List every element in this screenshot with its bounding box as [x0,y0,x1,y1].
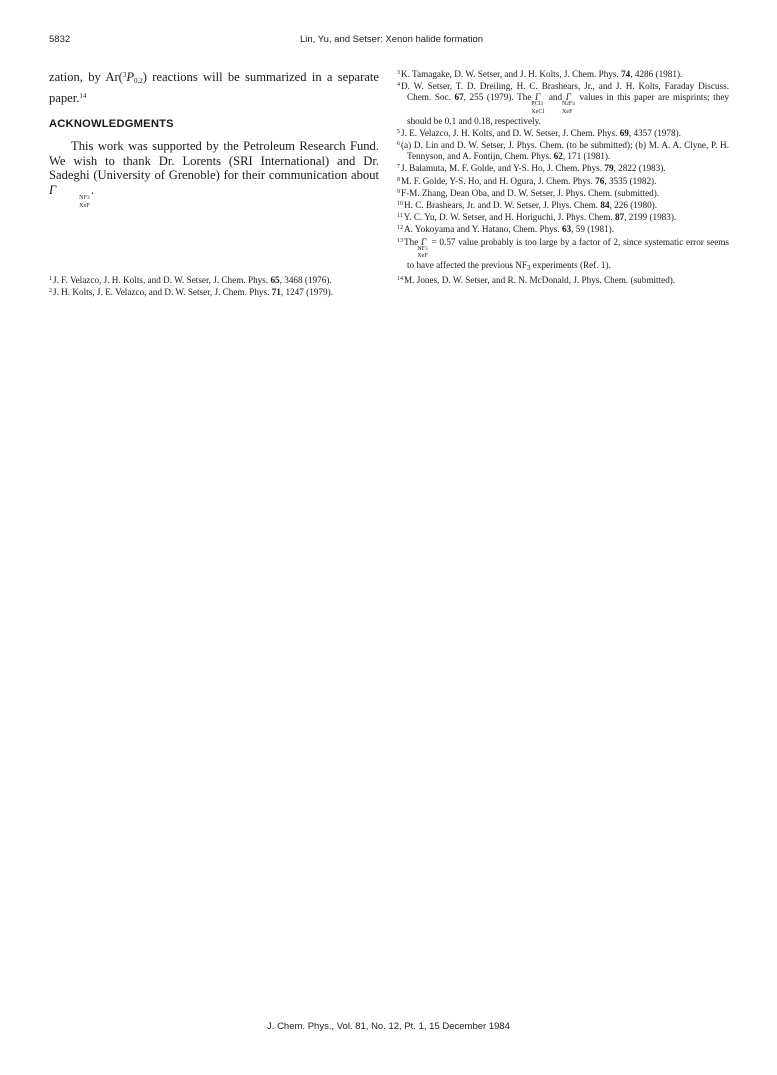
acknowledgments-heading: ACKNOWLEDGMENTS [49,118,174,131]
reference-item: $^6$(a) D. Lin and D. W. Setser, J. Phys. Chem. (to be submitted); (b) M. A. A. Clyne, P. H. Tennyson, and A. Fontijn, Chem. Phys. 62, 171 (1981). [397,140,729,162]
reference-marker: 14 [79,91,87,100]
reference-item: $^1$J. F. Velazco, J. H. Kolts, and D. W. Setser, J. Chem. Phys. 65, 3468 (1976). [49,275,332,286]
reference-item: $^9$F-M. Zhang, Dean Oba, and D. W. Setser, J. Phys. Chem. (submitted). [397,187,660,198]
journal-footer: J. Chem. Phys., Vol. 81, No. 12, Pt. 1, 15 December 1984 [267,1021,510,1032]
intro-paragraph: zation, by $Ar(^3P_{0,2})$ reactions will be summarized in a separate paper.$^{14}$ [49,70,379,105]
reference-item: $^{10}$H. C. Brashears, Jr. and D. W. Setser, J. Phys. Chem. 84, 226 (1980). [397,200,658,211]
page-number: 5832 [49,34,71,45]
reference-item: $^2$J. H. Kolts, J. E. Velazco, and D. W. Setser, J. Chem. Phys. 71, 1247 (1979). [49,287,333,298]
reference-item: $^{14}$M. Jones, D. W. Setser, and R. N. McDonald, J. Phys. Chem. (submitted). [397,275,676,286]
gamma-symbol: Γ [49,182,57,197]
reference-item: $^4$D. W. Setser, T. D. Dreiling, H. C. Brashears, Jr., and J. H. Kolts, Faraday Discuss. Chem. Soc. 67, 255 (1979). The Γ PCl3 XeCl and Γ N2F4 XeF values in this paper are misprints; they should be 0.1 and 0.18, respectively. [397,81,729,126]
reference-item: $^7$J. Balamuta, M. F. Golde, and Y-S. Ho, J. Chem. Phys. 79, 2822 (1983). [397,163,666,174]
running-title: Lin, Yu, and Setser: Xenon halide formation [300,34,484,45]
right-column [397,68,729,286]
gamma-symbol: Γ [534,92,541,103]
reference-item: $^3$K. Tamagake, D. W. Setser, and J. H. Kolts, J. Chem. Phys. 74, 4286 (1981). [397,69,683,79]
reference-item: $^{12}$A. Yokoyama and Y. Hatano, Chem. Phys. 63, 59 (1981). [397,224,615,235]
reference-item: $^{13}$The Γ NF3 XeF = 0.57 value probably is too large by a factor of 2, since systematic error seems to have affected the previous $NF_3$ experiments (Ref. 1). [397,236,729,272]
reference-item: $^{11}$Y. C. Yu, D. W. Setser, and H. Horiguchi, J. Phys. Chem. 87, 2199 (1983). [397,212,677,223]
left-references [49,274,379,298]
reference-item: $^8$M. F. Golde, Y-S. Ho, and H. Ogura, J. Chem. Phys. 76, 3535 (1982). [397,175,657,186]
gamma-symbol: Γ [420,236,427,247]
left-column [49,68,379,299]
gamma-symbol: Γ [565,92,571,103]
acknowledgments-paragraph: This work was supported by the Petroleum Research Fund. We wish to thank Dr. Lorents (SRI International) and Dr. Sadeghi (University of Grenoble) for their communication about Γ NF3 XeF . [49,139,379,209]
reference-item: $^5$J. E. Velazco, J. H. Kolts, and D. W. Setser, J. Chem. Phys. 69, 4357 (1978). [397,127,681,138]
